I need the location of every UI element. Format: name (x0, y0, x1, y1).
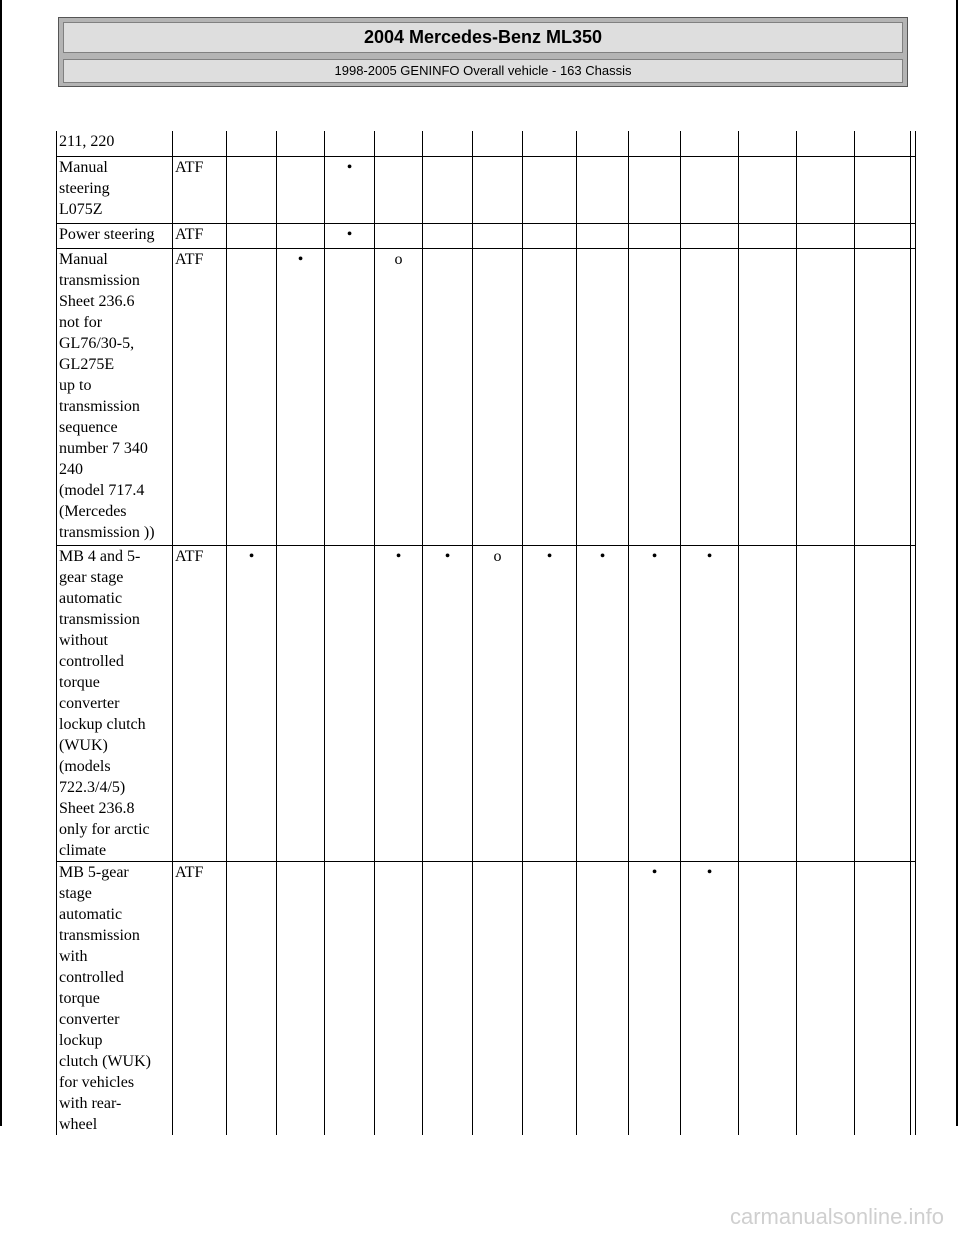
component-name-line: transmission )) (59, 524, 155, 541)
component-name-line: GL275E (59, 356, 115, 373)
approval-mark-cell (523, 157, 577, 224)
approval-mark-cell (375, 131, 423, 157)
component-name-line: wheel (59, 1116, 98, 1133)
approval-mark-cell (739, 249, 797, 546)
approval-mark-cell (473, 157, 523, 224)
fluid-cell (173, 131, 227, 157)
approval-mark-cell (423, 157, 473, 224)
component-name-line: converter (59, 695, 120, 712)
component-name-line: MB 5-gear (59, 864, 129, 881)
component-name-line: automatic (59, 906, 123, 923)
approval-mark-cell (375, 157, 423, 224)
approval-mark-cell (473, 224, 523, 249)
approval-mark-cell (739, 862, 797, 1136)
approval-mark-cell (227, 157, 277, 224)
vehicle-title: 2004 Mercedes-Benz ML350 (63, 22, 903, 53)
component-name-line: torque (59, 990, 100, 1007)
watermark-text: carmanualsonline.info (729, 1204, 944, 1229)
component-name-line: torque (59, 674, 100, 691)
fluid-cell: ATF (173, 546, 227, 862)
approval-mark-cell (911, 249, 916, 546)
approval-mark-cell (855, 249, 911, 546)
approval-mark-cell (911, 546, 916, 862)
approval-mark-cell (797, 862, 855, 1136)
component-name-line: transmission (59, 611, 140, 628)
component-name-line: transmission (59, 927, 140, 944)
approval-mark-cell (797, 546, 855, 862)
component-name-line: GL76/30-5, (59, 335, 135, 352)
approval-mark-cell (577, 157, 629, 224)
approval-mark-cell (681, 157, 739, 224)
approval-mark-cell (325, 131, 375, 157)
approval-mark-cell: • (423, 546, 473, 862)
component-name-cell (57, 157, 173, 224)
approval-mark-cell (473, 862, 523, 1136)
component-name-line: for vehicles (59, 1074, 135, 1091)
approval-mark-cell (855, 131, 911, 157)
approval-mark-cell (629, 157, 681, 224)
fluid-compatibility-table (56, 131, 916, 1135)
approval-mark-cell (911, 862, 916, 1136)
component-name-line: (WUK) (59, 737, 108, 754)
approval-mark-cell: • (577, 546, 629, 862)
approval-mark-cell (681, 131, 739, 157)
approval-mark-cell: • (375, 546, 423, 862)
component-name-line: (Mercedes (59, 503, 127, 520)
component-name-line: lockup (59, 1032, 103, 1049)
approval-mark-cell (911, 131, 916, 157)
table-row (57, 249, 916, 546)
approval-mark-cell (325, 546, 375, 862)
component-name-line: Manual (59, 251, 108, 268)
fluid-cell: ATF (173, 157, 227, 224)
component-name-line: without (59, 632, 108, 649)
component-name-line: converter (59, 1011, 120, 1028)
approval-mark-cell (855, 546, 911, 862)
approval-mark-cell (325, 249, 375, 546)
approval-mark-cell (797, 131, 855, 157)
approval-mark-cell (473, 249, 523, 546)
approval-mark-cell (523, 249, 577, 546)
component-name-cell (57, 546, 173, 862)
component-name-cell (57, 224, 173, 249)
component-name-line: with rear- (59, 1095, 122, 1112)
approval-mark-cell: • (227, 546, 277, 862)
component-name-line: steering (59, 180, 110, 197)
approval-mark-cell: • (277, 249, 325, 546)
approval-mark-cell (629, 224, 681, 249)
approval-mark-cell: • (325, 157, 375, 224)
table-row (57, 862, 916, 1136)
approval-mark-cell (855, 862, 911, 1136)
approval-mark-cell (855, 224, 911, 249)
approval-mark-cell (277, 546, 325, 862)
component-name-line: number 7 340 (59, 440, 148, 457)
component-name-line: lockup clutch (59, 716, 146, 733)
approval-mark-cell: • (681, 862, 739, 1136)
component-name-line: up to (59, 377, 92, 394)
component-name-line: 240 (59, 461, 83, 478)
component-name-line: with (59, 948, 88, 965)
approval-mark-cell (739, 157, 797, 224)
approval-mark-cell (423, 249, 473, 546)
fluid-cell: ATF (173, 862, 227, 1136)
fluid-cell: ATF (173, 224, 227, 249)
approval-mark-cell (797, 249, 855, 546)
approval-mark-cell: o (473, 546, 523, 862)
component-name-line: 211, 220 (59, 133, 115, 150)
approval-mark-cell: • (523, 546, 577, 862)
approval-mark-cell (227, 224, 277, 249)
approval-mark-cell (629, 131, 681, 157)
approval-mark-cell (577, 862, 629, 1136)
component-name-line: sequence (59, 419, 118, 436)
approval-mark-cell (739, 224, 797, 249)
approval-mark-cell (227, 249, 277, 546)
approval-mark-cell (739, 546, 797, 862)
approval-mark-cell (797, 157, 855, 224)
approval-mark-cell (577, 249, 629, 546)
table-row (57, 224, 916, 249)
approval-mark-cell (277, 224, 325, 249)
table-row (57, 546, 916, 862)
approval-mark-cell (277, 862, 325, 1136)
component-name-cell (57, 249, 173, 546)
approval-mark-cell (325, 862, 375, 1136)
component-name-line: transmission (59, 272, 140, 289)
component-name-cell (57, 862, 173, 1136)
approval-mark-cell (227, 862, 277, 1136)
component-name-line: controlled (59, 969, 124, 986)
component-name-line: controlled (59, 653, 124, 670)
approval-mark-cell (523, 862, 577, 1136)
approval-mark-cell (911, 157, 916, 224)
approval-mark-cell (523, 131, 577, 157)
approval-mark-cell (423, 131, 473, 157)
approval-mark-cell: o (375, 249, 423, 546)
section-subtitle: 1998-2005 GENINFO Overall vehicle - 163 Chassis (63, 59, 903, 83)
table-row (57, 157, 916, 224)
approval-mark-cell: • (629, 862, 681, 1136)
approval-mark-cell (523, 224, 577, 249)
component-name-line: only for arctic (59, 821, 150, 838)
component-name-cell (57, 131, 173, 157)
component-name-line: L075Z (59, 201, 103, 218)
component-name-line: stage (59, 885, 92, 902)
approval-mark-cell (277, 157, 325, 224)
approval-mark-cell: • (325, 224, 375, 249)
approval-mark-cell (375, 862, 423, 1136)
table-row (57, 131, 916, 157)
component-name-line: transmission (59, 398, 140, 415)
approval-mark-cell (681, 249, 739, 546)
approval-mark-cell (423, 224, 473, 249)
component-name-line: 722.3/4/5) (59, 779, 126, 796)
approval-mark-cell: • (629, 546, 681, 862)
component-name-line: climate (59, 842, 107, 859)
approval-mark-cell (277, 131, 325, 157)
component-name-line: not for (59, 314, 103, 331)
document-header (58, 17, 908, 87)
component-name-line: (models (59, 758, 111, 775)
component-name-line: Sheet 236.8 (59, 800, 135, 817)
approval-mark-cell (577, 131, 629, 157)
component-name-line: (model 717.4 (59, 482, 145, 499)
approval-mark-cell (375, 224, 423, 249)
fluid-cell: ATF (173, 249, 227, 546)
approval-mark-cell (797, 224, 855, 249)
approval-mark-cell (227, 131, 277, 157)
approval-mark-cell (473, 131, 523, 157)
approval-mark-cell (629, 249, 681, 546)
component-name-line: Manual (59, 159, 108, 176)
component-name-line: Sheet 236.6 (59, 293, 135, 310)
component-name-line: gear stage (59, 569, 124, 586)
approval-mark-cell (855, 157, 911, 224)
component-name-line: MB 4 and 5- (59, 548, 141, 565)
approval-mark-cell (577, 224, 629, 249)
approval-mark-cell: • (681, 546, 739, 862)
approval-mark-cell (911, 224, 916, 249)
component-name-line: Power steering (59, 226, 155, 243)
approval-mark-cell (423, 862, 473, 1136)
component-name-line: automatic (59, 590, 123, 607)
approval-mark-cell (681, 224, 739, 249)
approval-mark-cell (739, 131, 797, 157)
component-name-line: clutch (WUK) (59, 1053, 151, 1070)
